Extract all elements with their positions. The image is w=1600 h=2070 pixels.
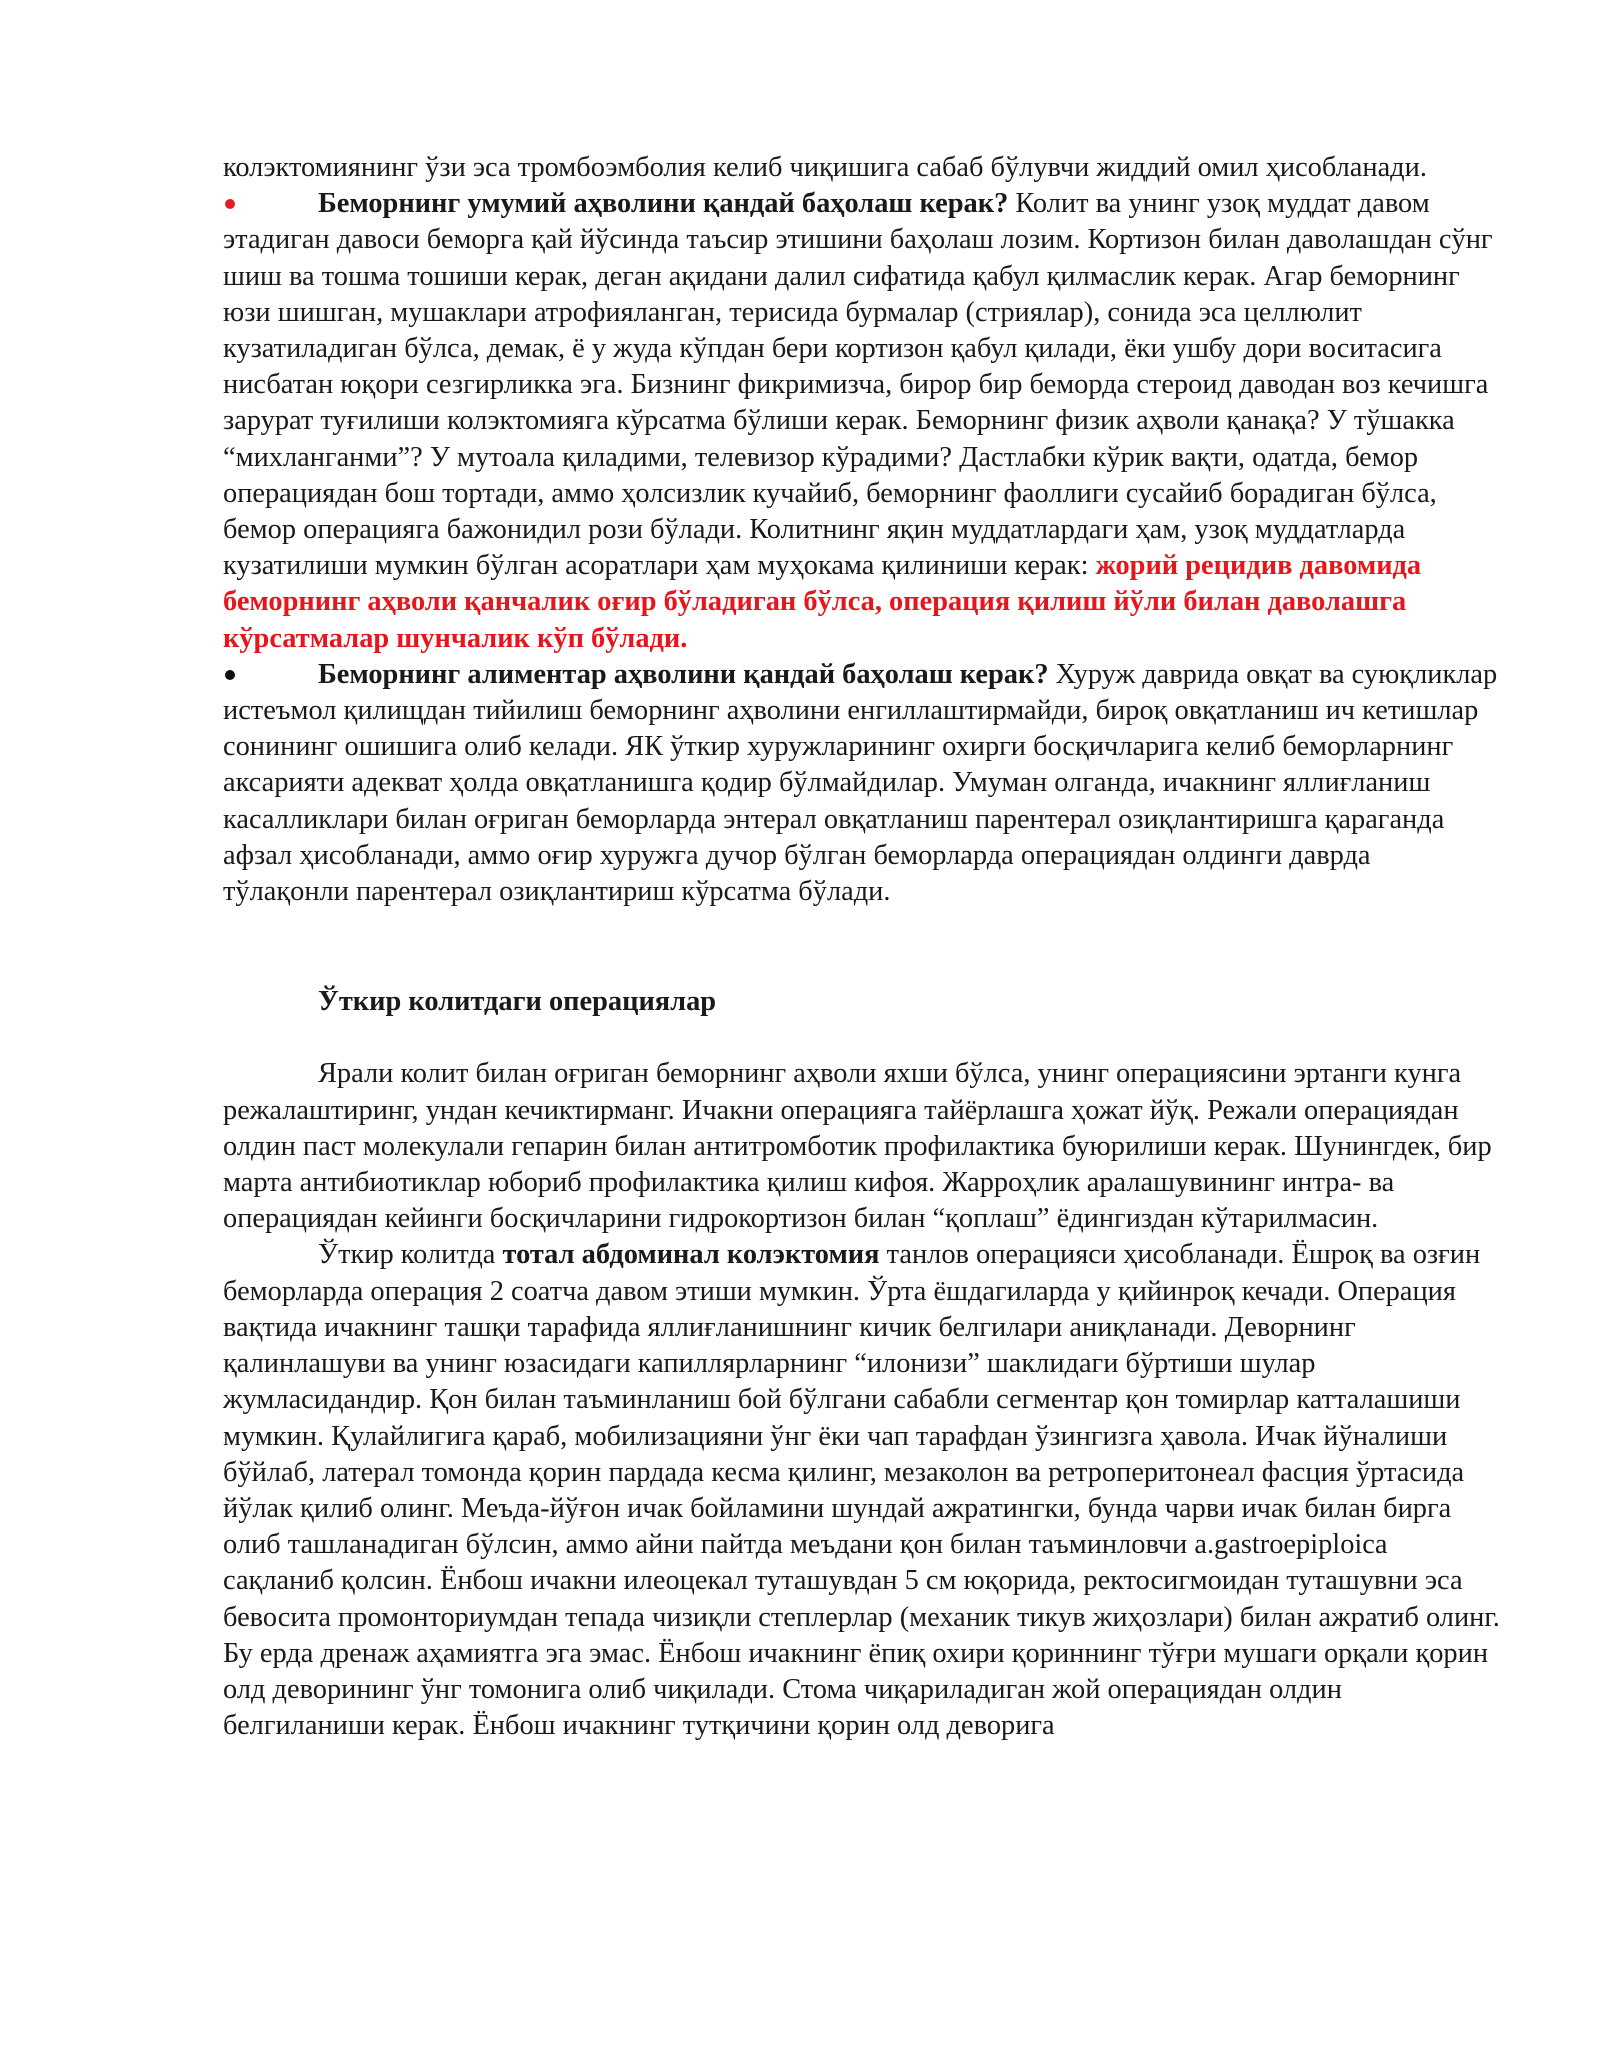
bullet-body: Колит ва унинг узоқ муддат давом этадиган давоси беморга қай йўсинда таъсир этишини баҳолаш лозим. Кортизон билан даволашдан сўнг шиш ва тошма тошиши керак, деган ақидани далил сифатида қабул қилмаслик керак. Агар беморнинг юзи шишган, мушаклари атрофияланган, терисида бурмалар (стриялар), сонида эса целлюлит кузатиладиган бўлса, демак, ё у жуда кўпдан бери кортизон қабул қилади, ёки ушбу дори воситасига нисбатан юқори сезгирликка эга. Бизнинг фикримизча, бирор бир беморда стероид даводан воз кечишга зарурат туғилиши колэктомияга кўрсатма бўлиши керак. Беморнинг физик аҳволи қанақа? У тўшакка “михланганми”? У мутоала қиладими, телевизор кўрадими? Дастлабки кўрик вақти, одатда, бемор операциядан бош тортади, аммо ҳолсизлик кучайиб, беморнинг фаоллиги сусайиб борадиган бўлса, бемор операцияга бажонидил рози бўлади. Колитнинг яқин муддатлардаги ҳам, узоқ муддатларда кузатилиши мумкин бўлган асоратлари ҳам муҳокама қилиниши керак: bbox=[223, 188, 1493, 582]
bullet-heading: Беморнинг алиментар аҳволини қандай баҳолаш керак? bbox=[318, 658, 1049, 690]
bullet-heading: Беморнинг умумий аҳволини қандай баҳолаш керак? bbox=[318, 188, 1009, 220]
bold-term: тотал абдоминал колэктомия bbox=[502, 1239, 880, 1271]
black-dot-icon bbox=[225, 670, 235, 680]
paragraph-text: Ўткир колитда bbox=[318, 1239, 503, 1271]
intro-paragraph: колэктомиянинг ўзи эса тромбоэмболия келиб чиқишига сабаб бўлувчи жиддий омил ҳисобланади. bbox=[223, 152, 1427, 183]
red-dot-icon bbox=[225, 199, 235, 209]
highlighted-text: жорий рецидив давомида беморнинг аҳволи қанчалик оғир бўладиган бўлса, операция қилиш йўли билан даволашга кўрсатмалар шунчалик кўп бўлади. bbox=[223, 550, 1422, 654]
bullet-paragraph-alimentary-condition bbox=[223, 657, 1503, 910]
document-body bbox=[223, 150, 1503, 1744]
section-heading: Ўткир колитдаги операциялар bbox=[318, 986, 717, 1018]
section-paragraph: Ярали колит билан оғриган беморнинг аҳволи яхши бўлса, унинг операциясини эртанги кунга режалаштиринг, ундан кечиктирманг. Ичакни операцияга тайёрлашга ҳожат йўқ. Режали операциядан олдин паст молекулали гепарин билан антитромботик профилактика буюрилиши керак. Шунингдек, бир марта антибиотиклар юбориб профилактика қилиш кифоя. Жарроҳлик аралашувининг интра- ва операциядан кейинги босқичларини гидрокортизон билан “қоплаш” ёдингиздан кўтарилмасин. bbox=[223, 1058, 1492, 1235]
paragraph-text: танлов операцияси ҳисобланади. Ёшроқ ва озғин беморларда операция 2 соатча давом этиши мумкин. Ўрта ёшдагиларда у қийинроқ кечади. Операция вақтида ичакнинг ташқи тарафида яллиғланишнинг кичик белгилари аниқланади. Деворнинг қалинлашуви ва унинг юзасидаги капиллярларнинг “илонизи” шаклидаги бўртиши шулар жумласидандир. Қон билан таъминланиш бой бўлгани сабабли сегментар қон томирлар катталашиши мумкин. Қулайлигига қараб, мобилизацияни ўнг ёки чап тарафдан ўзингизга ҳавола. Ичак йўналиши бўйлаб, латерал томонда қорин пардада кесма қилинг, мезаколон ва ретроперитонеал фасция ўртасида йўлак қилиб олинг. Меъда-йўғон ичак бойламини шундай ажратингки, бунда чарви ичак билан бирга олиб ташланадиган бўлсин, аммо айни пайтда меъдани қон билан таъминловчи a.gastroepiploica сақланиб қолсин. Ёнбош ичакни илеоцекал туташувдан 5 см юқорида, ректосигмоидан туташувни эса бевосита промонториумдан тепада чизиқли степлерлар (механик тикув жиҳозлари) билан ажратиб олинг. Бу ерда дренаж аҳамиятга эга эмас. Ёнбош ичакнинг ёпиқ охири қориннинг тўғри мушаги орқали қорин олд деворининг ўнг томонига олиб чиқилади. Стома чиқариладиган жой операциядан олдин белгиланиши керак. Ёнбош ичакнинг тутқичини қорин олд деворига bbox=[223, 1239, 1500, 1742]
bullet-paragraph-general-condition bbox=[223, 186, 1503, 657]
section-paragraph bbox=[223, 1237, 1503, 1744]
bullet-body: Хуруж даврида овқат ва суюқликлар истеъмол қилищдан тийилиш беморнинг аҳволини енгиллаштирмайди, бироқ овқатланиш ич кетишлар сонининг ошишига олиб келади. ЯК ўткир хуружларининг охирги босқичларига келиб беморларнинг аксарияти адекват ҳолда овқатланишга қодир бўлмайдилар. Умуман олганда, ичакнинг яллиғланиш касалликлари билан оғриган беморларда энтерал овқатланиш парентерал озиқлантиришга қараганда афзал ҳисобланади, аммо оғир хуружга дучор бўлган беморларда операциядан олдинги даврда тўлақонли парентерал озиқлантириш кўрсатма бўлади. bbox=[223, 658, 1498, 908]
